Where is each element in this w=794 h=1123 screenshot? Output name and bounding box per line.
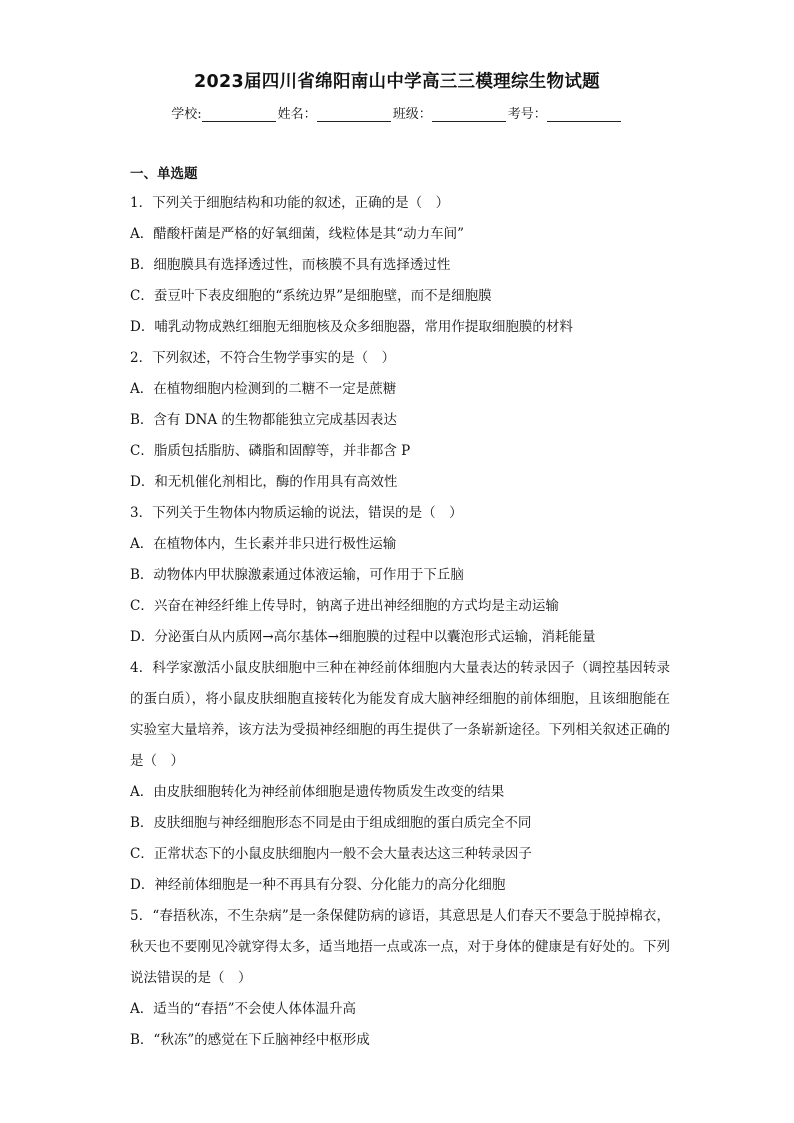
page-title: 2023届四川省绵阳南山中学高三三模理综生物试题 [194, 72, 600, 92]
exam-number-label: 考号： [507, 107, 547, 122]
question-5-option-a: A．适当的“春捂”不会使人体体温升高 [130, 1001, 357, 1017]
question-5-option-b: B．“秋冻”的感觉在下丘脑神经中枢形成 [130, 1032, 370, 1048]
question-4-stem: 4．科学家激活小鼠皮肤细胞中三种在神经前体细胞内大量表达的转录因子（调控基因转录的蛋白质），将小鼠皮肤细胞直接转化为能发育成大脑神经细胞的前体细胞，且该细胞能在实验室大量培养，该方法为受损神经细胞的再生提供了一条崭新途径。下列相关叙述正确的是（ ） [130, 660, 670, 769]
question-3-option-d: D．分泌蛋白从内质网→高尔基体→细胞膜的过程中以囊泡形式运输，消耗能量 [130, 629, 596, 645]
section-heading: 一、单选题 [130, 166, 198, 182]
exam-number-blank [547, 107, 621, 122]
school-blank [202, 107, 276, 122]
question-3-option-b: B．动物体内甲状腺激素通过体液运输，可作用于下丘脑 [130, 567, 464, 583]
question-4-option-c: C．正常状态下的小鼠皮肤细胞内一般不会大量表达这三种转录因子 [130, 846, 532, 862]
question-1-option-a: A．醋酸杆菌是严格的好氧细菌，线粒体是其“动力车间” [130, 226, 465, 242]
school-label: 学校: [171, 107, 202, 122]
question-list [130, 162, 670, 1056]
question-2-stem: 2．下列叙述，不符合生物学事实的是（ ） [130, 350, 396, 366]
question-1-option-c: C．蚕豆叶下表皮细胞的“系统边界”是细胞壁，而不是细胞膜 [130, 288, 492, 304]
student-info-row [0, 103, 794, 122]
question-1-option-d: D．哺乳动物成熟红细胞无细胞核及众多细胞器，常用作提取细胞膜的材料 [130, 319, 573, 335]
class-label: 班级： [392, 107, 432, 122]
question-3-stem: 3．下列关于生物体内物质运输的说法，错误的是（ ） [130, 505, 463, 521]
question-5-stem: 5．“春捂秋冻，不生杂病”是一条保健防病的谚语，其意思是人们春天不要急于脱掉棉衣，秋天也不要刚见冷就穿得太多，适当地捂一点或冻一点，对于身体的健康是有好处的。下列说法错误的是（ ） [130, 908, 670, 986]
question-2-option-c: C．脂质包括脂肪、磷脂和固醇等，并非都含 P [130, 443, 411, 459]
question-4-option-b: B．皮肤细胞与神经细胞形态不同是由于组成细胞的蛋白质完全不同 [130, 815, 532, 831]
question-2-option-a: A．在植物细胞内检测到的二糖不一定是蔗糖 [130, 381, 397, 397]
question-2-option-b: B．含有 DNA 的生物都能独立完成基因表达 [130, 412, 397, 428]
question-3-option-c: C．兴奋在神经纤维上传导时，钠离子进出神经细胞的方式均是主动运输 [130, 598, 559, 614]
school-field [171, 103, 277, 122]
question-2-option-d: D．和无机催化剂相比，酶的作用具有高效性 [130, 474, 398, 490]
question-4-option-d: D．神经前体细胞是一种不再具有分裂、分化能力的高分化细胞 [130, 877, 506, 893]
class-blank [432, 107, 506, 122]
exam-number-field [508, 103, 623, 122]
question-1-stem: 1．下列关于细胞结构和功能的叙述，正确的是（ ） [130, 195, 450, 211]
question-1-option-b: B．细胞膜具有选择透过性，而核膜不具有选择透过性 [130, 257, 451, 273]
name-blank [317, 107, 391, 122]
name-label: 姓名： [277, 107, 317, 122]
question-3-option-a: A．在植物体内，生长素并非只进行极性运输 [130, 536, 397, 552]
class-field [393, 103, 508, 122]
name-field [278, 103, 393, 122]
question-4-option-a: A．由皮肤细胞转化为神经前体细胞是遗传物质发生改变的结果 [130, 784, 505, 800]
